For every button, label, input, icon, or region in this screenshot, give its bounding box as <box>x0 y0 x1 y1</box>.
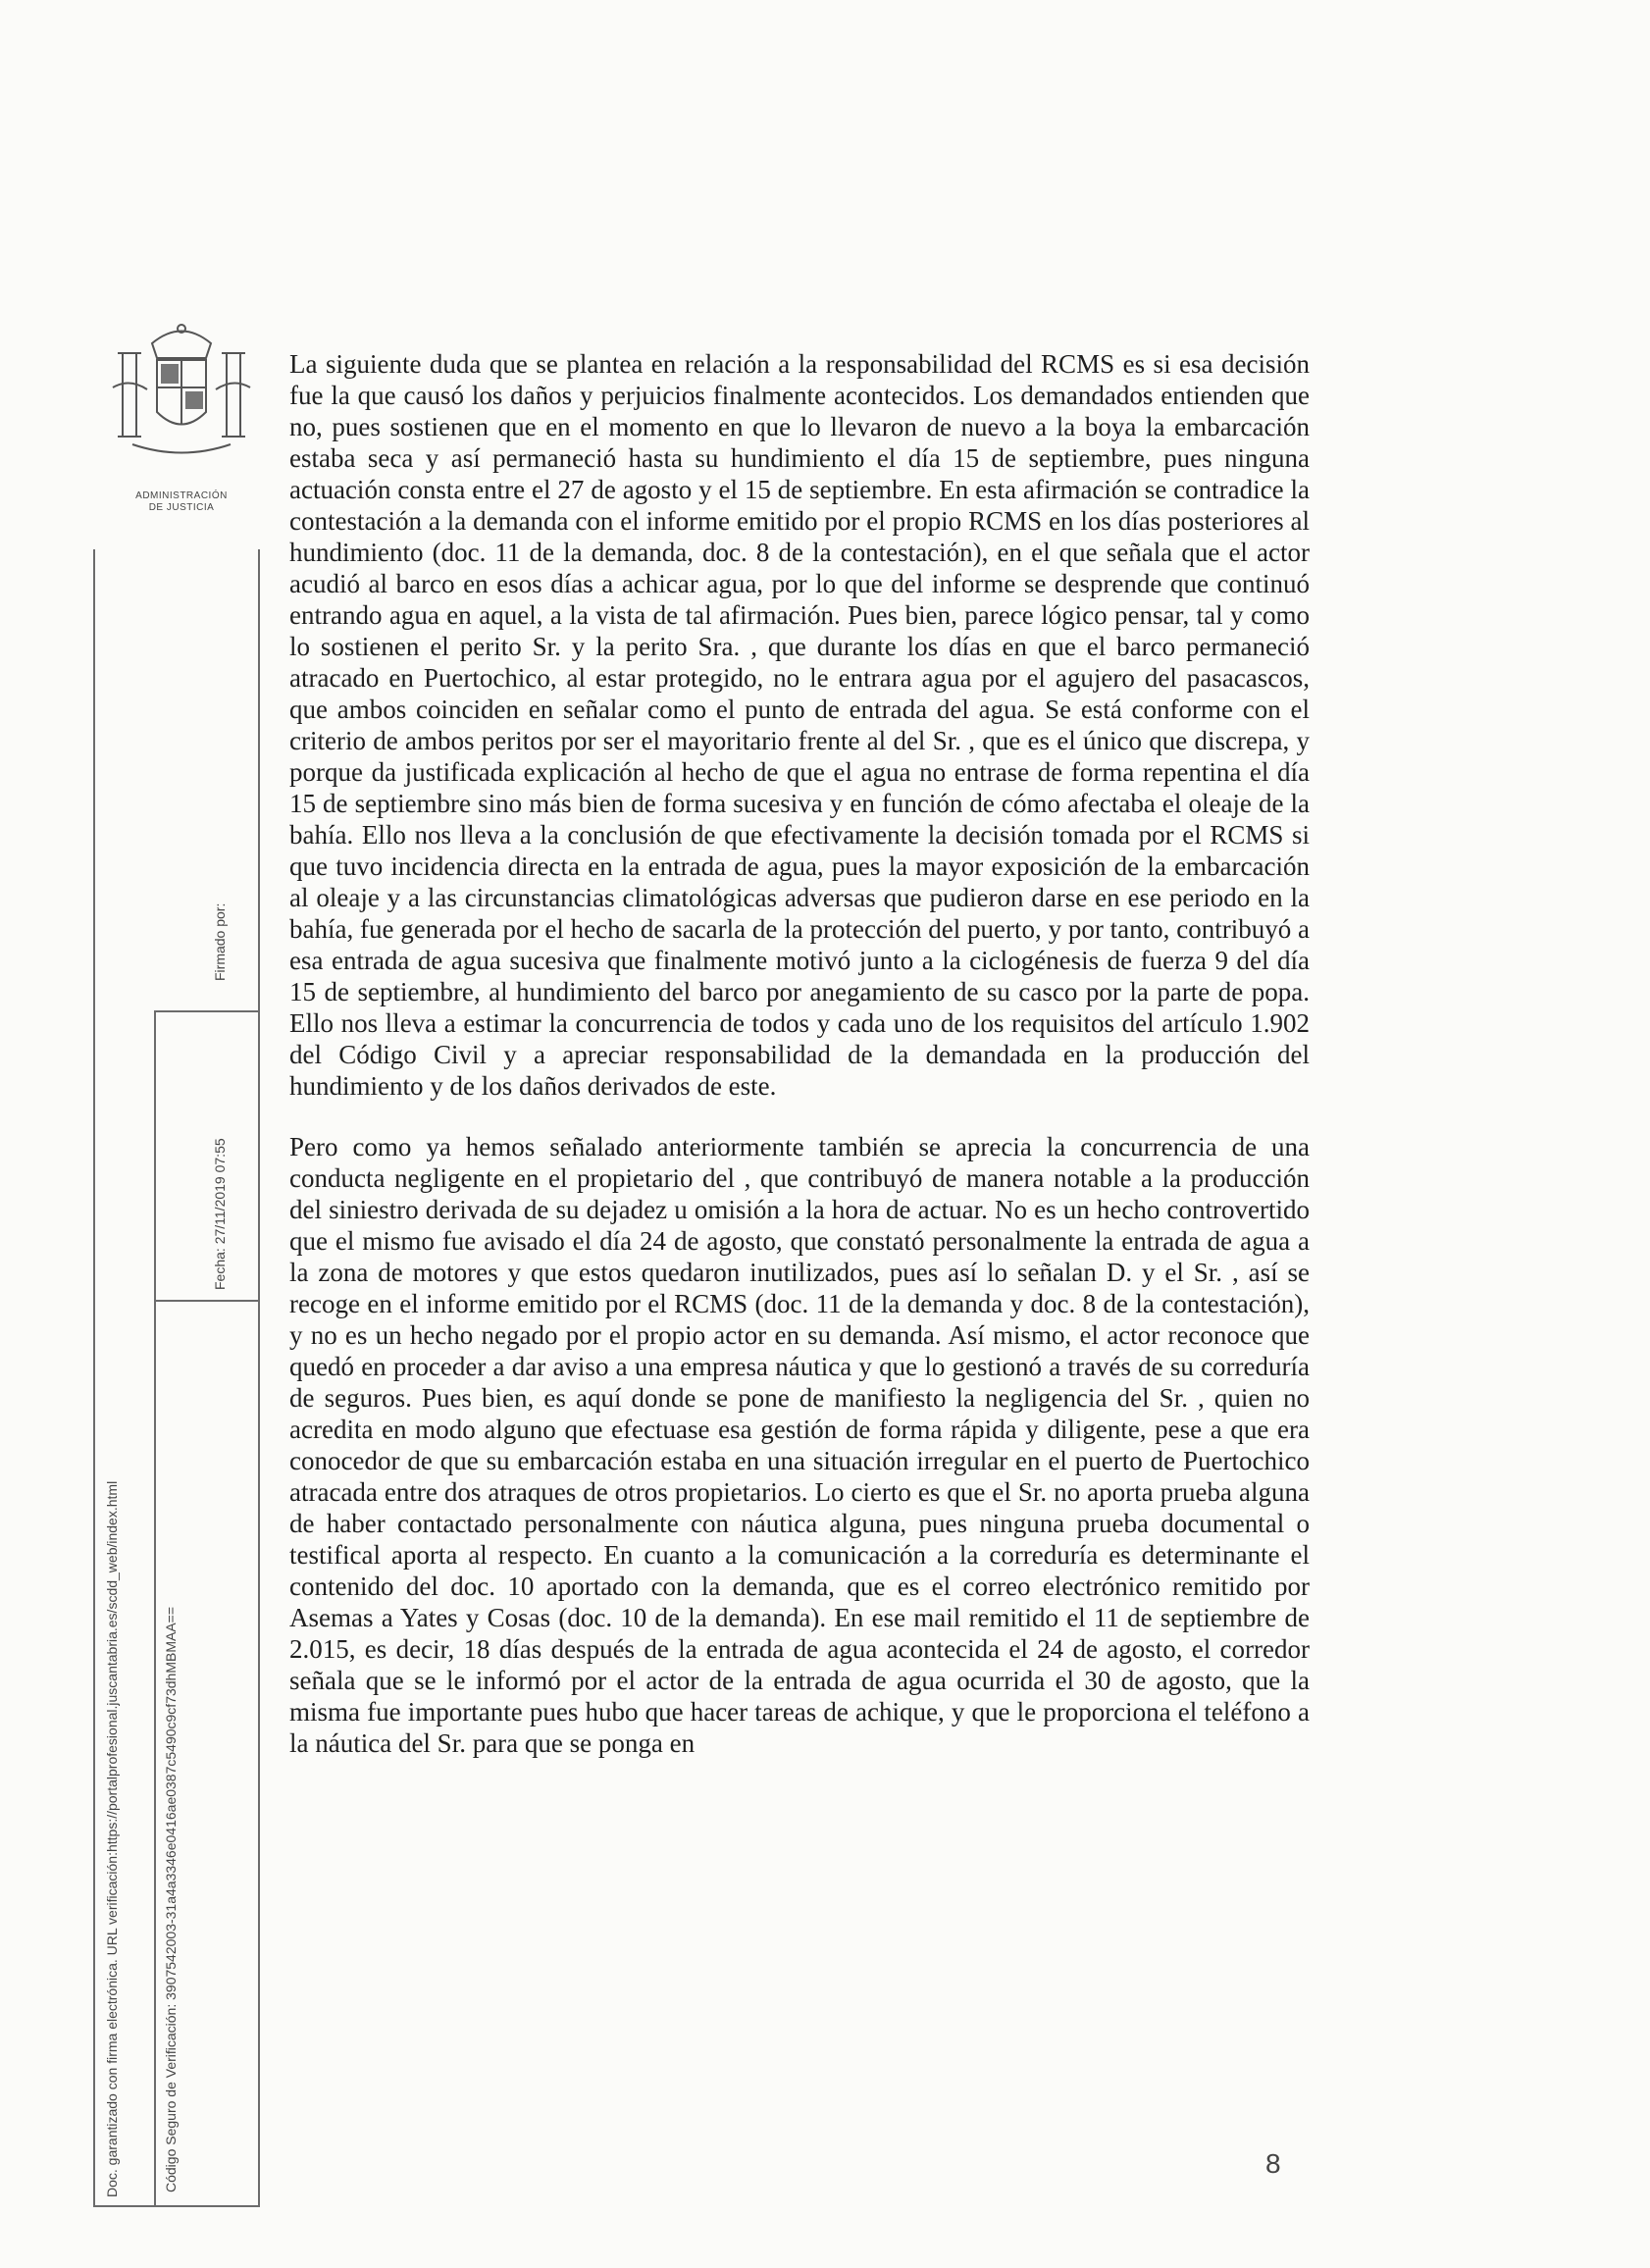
signature-date: Fecha: 27/11/2019 07:55 <box>212 1138 228 1290</box>
strip-divider-top <box>154 1010 260 1012</box>
issuer-line-1: ADMINISTRACIÓN <box>135 490 228 501</box>
coat-of-arms-icon <box>98 319 265 466</box>
paragraph-2: Pero como ya hemos señalado anteriormente también se aprecia la concurrencia de una conducta negligente en el propietario del , que contribuyó de manera notable a la producción del siniestro derivada de su dejadez u omisión a la hora de actuar. No es un hecho controvertido que el mismo fue avisado el día 24 de agosto, que constató personalmente la entrada de agua a la zona de motores y que estos quedaron inutilizados, pues así lo señalan D. y el Sr. , así se recoge en el informe emitido por el RCMS (doc. 11 de la demanda y doc. 8 de la contestación), y no es un hecho negado por el propio actor en su demanda. Así mismo, el actor reconoce que quedó en proceder a dar aviso a una empresa náutica y que lo gestionó a través de su correduría de seguros. Pues bien, es aquí donde se pone de manifiesto la negligencia del Sr. , quien no acredita en modo alguno que efectuase esa gestión de forma rápida y diligente, pese a que era conocedor de que su embarcación estaba en una situación irregular en el puerto de Puertochico atracada entre dos atraques de otros propietarios. Lo cierto es que el Sr. no aporta prueba alguna de haber contactado personalmente con náutica alguna, pues ninguna prueba documental o testifical aporta al respecto. En cuanto a la comunicación a la correduría es determinante el contenido del doc. 10 aportado con la demanda, que es el correo electrónico remitido por Asemas a Yates y Cosas (doc. 10 de la demanda). En ese mail remitido el 11 de septiembre de 2.015, es decir, 18 días después de la entrada de agua acontecida el 24 de agosto, el corredor señala que se le informó por el actor de la entrada de agua ocurrida el 30 de agosto, que la misma fue importante pues hubo que hacer tareas de achique, y que le proporciona el teléfono a la náutica del Sr. para que se ponga en <box>289 1132 1310 1758</box>
guarantee-url-text: Doc. garantizado con firma electrónica. URL verificación:https://portalprofesional.juscantabria.es/scdd_web/index.html <box>104 1480 120 2197</box>
body-text <box>289 348 1310 1759</box>
strip-border-bottom <box>93 2205 260 2207</box>
strip-border-middle <box>154 1010 156 2207</box>
strip-border-left <box>93 549 95 2207</box>
strip-divider-date <box>154 1300 260 1302</box>
page-number: 8 <box>1265 2148 1281 2179</box>
signed-by-label: Firmado por: <box>212 902 228 981</box>
paragraph-1: La siguiente duda que se plantea en relación a la responsabilidad del RCMS es si esa decisión fue la que causó los daños y perjuicios finalmente acontecidos. Los demandados entienden que no, pues sostienen que en el momento en que lo llevaron de nuevo a la boya la embarcación estaba seca y así permaneció hasta su hundimiento el día 15 de septiembre, pues ninguna actuación consta entre el 27 de agosto y el 15 de septiembre. En esta afirmación se contradice la contestación a la demanda con el informe emitido por el propio RCMS en los días posteriores al hundimiento (doc. 11 de la demanda, doc. 8 de la contestación), en el que señala que el actor acudió al barco en esos días a achicar agua, por lo que del informe se desprende que continuó entrando agua en aquel, a la vista de tal afirmación. Pues bien, parece lógico pensar, tal y como lo sostienen el perito Sr. y la perito Sra. , que durante los días en que el barco permaneció atracado en Puertochico, al estar protegido, no le entrara agua por el agujero del pasacascos, que ambos coinciden en señalar como el punto de entrada del agua. Se está conforme con el criterio de ambos peritos por ser el mayoritario frente al del Sr. , que es el único que discrepa, y porque da justificada explicación al hecho de que el agua no entrase de forma repentina el día 15 de septiembre sino más bien de forma sucesiva y en función de cómo afectaba el oleaje de la bahía. Ello nos lleva a la conclusión de que efectivamente la decisión tomada por el RCMS si que tuvo incidencia directa en la entrada de agua, pues la mayor exposición de la embarcación al oleaje y a las circunstancias climatológicas adversas que pudieron darse en ese periodo en la bahía, fue generada por el hecho de sacarla de la protección del puerto, y por tanto, contribuyó a esa entrada de agua sucesiva que finalmente motivó junto a la ciclogénesis de fuerza 9 del día 15 de septiembre, al hundimiento del barco por anegamiento de su casco por la parte de popa. Ello nos lleva a estimar la concurrencia de todos y cada uno de los requisitos del artículo 1.902 del Código Civil y a apreciar responsabilidad de la demandada en la producción del hundimiento y de los daños derivados de este. <box>289 349 1310 1101</box>
issuer-line-2: DE JUSTICIA <box>148 502 215 513</box>
issuer-label <box>83 490 280 514</box>
verification-code-text: Código Seguro de Verificación: 3907542003-31a4a3346e0416ae0387c5490c9cf73dhMBMAA== <box>163 1606 179 2192</box>
strip-border-right <box>258 549 260 2207</box>
